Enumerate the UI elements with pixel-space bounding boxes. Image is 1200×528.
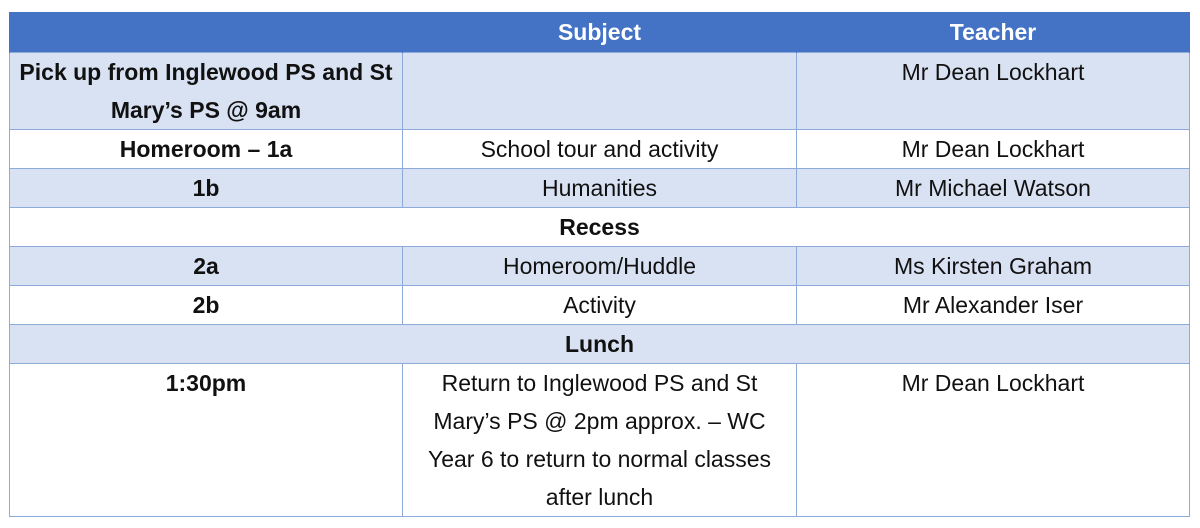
- period-cell: Homeroom – 1a: [10, 130, 403, 169]
- header-teacher: Teacher: [797, 12, 1190, 53]
- period-cell: 1b: [10, 169, 403, 208]
- table-row: [10, 286, 1190, 325]
- table-row: [10, 130, 1190, 169]
- subject-cell: Homeroom/Huddle: [403, 247, 797, 286]
- break-row-lunch: [10, 325, 1190, 364]
- period-cell: 2a: [10, 247, 403, 286]
- table-row: [10, 364, 1190, 517]
- break-label: Lunch: [10, 325, 1190, 364]
- period-cell: 1:30pm: [10, 364, 403, 517]
- header-row: [10, 12, 1190, 53]
- table-row: [10, 169, 1190, 208]
- period-cell: Pick up from Inglewood PS and St Mary’s PS @ 9am: [10, 53, 403, 130]
- period-cell: 2b: [10, 286, 403, 325]
- break-label: Recess: [10, 208, 1190, 247]
- subject-cell: Activity: [403, 286, 797, 325]
- subject-cell: Return to Inglewood PS and St Mary’s PS @ 2pm approx. – WC Year 6 to return to normal classes after lunch: [403, 364, 797, 517]
- table-row: [10, 53, 1190, 130]
- header-subject: Subject: [403, 12, 797, 53]
- teacher-cell: Mr Michael Watson: [797, 169, 1190, 208]
- subject-cell: School tour and activity: [403, 130, 797, 169]
- schedule-table: [9, 12, 1190, 517]
- teacher-cell: Mr Dean Lockhart: [797, 364, 1190, 517]
- subject-cell: Humanities: [403, 169, 797, 208]
- teacher-cell: Mr Dean Lockhart: [797, 53, 1190, 130]
- table-row: [10, 247, 1190, 286]
- break-row-recess: [10, 208, 1190, 247]
- subject-cell: [403, 53, 797, 130]
- teacher-cell: Mr Alexander Iser: [797, 286, 1190, 325]
- header-period: [10, 12, 403, 53]
- teacher-cell: Ms Kirsten Graham: [797, 247, 1190, 286]
- teacher-cell: Mr Dean Lockhart: [797, 130, 1190, 169]
- schedule-table-container: [9, 12, 1189, 517]
